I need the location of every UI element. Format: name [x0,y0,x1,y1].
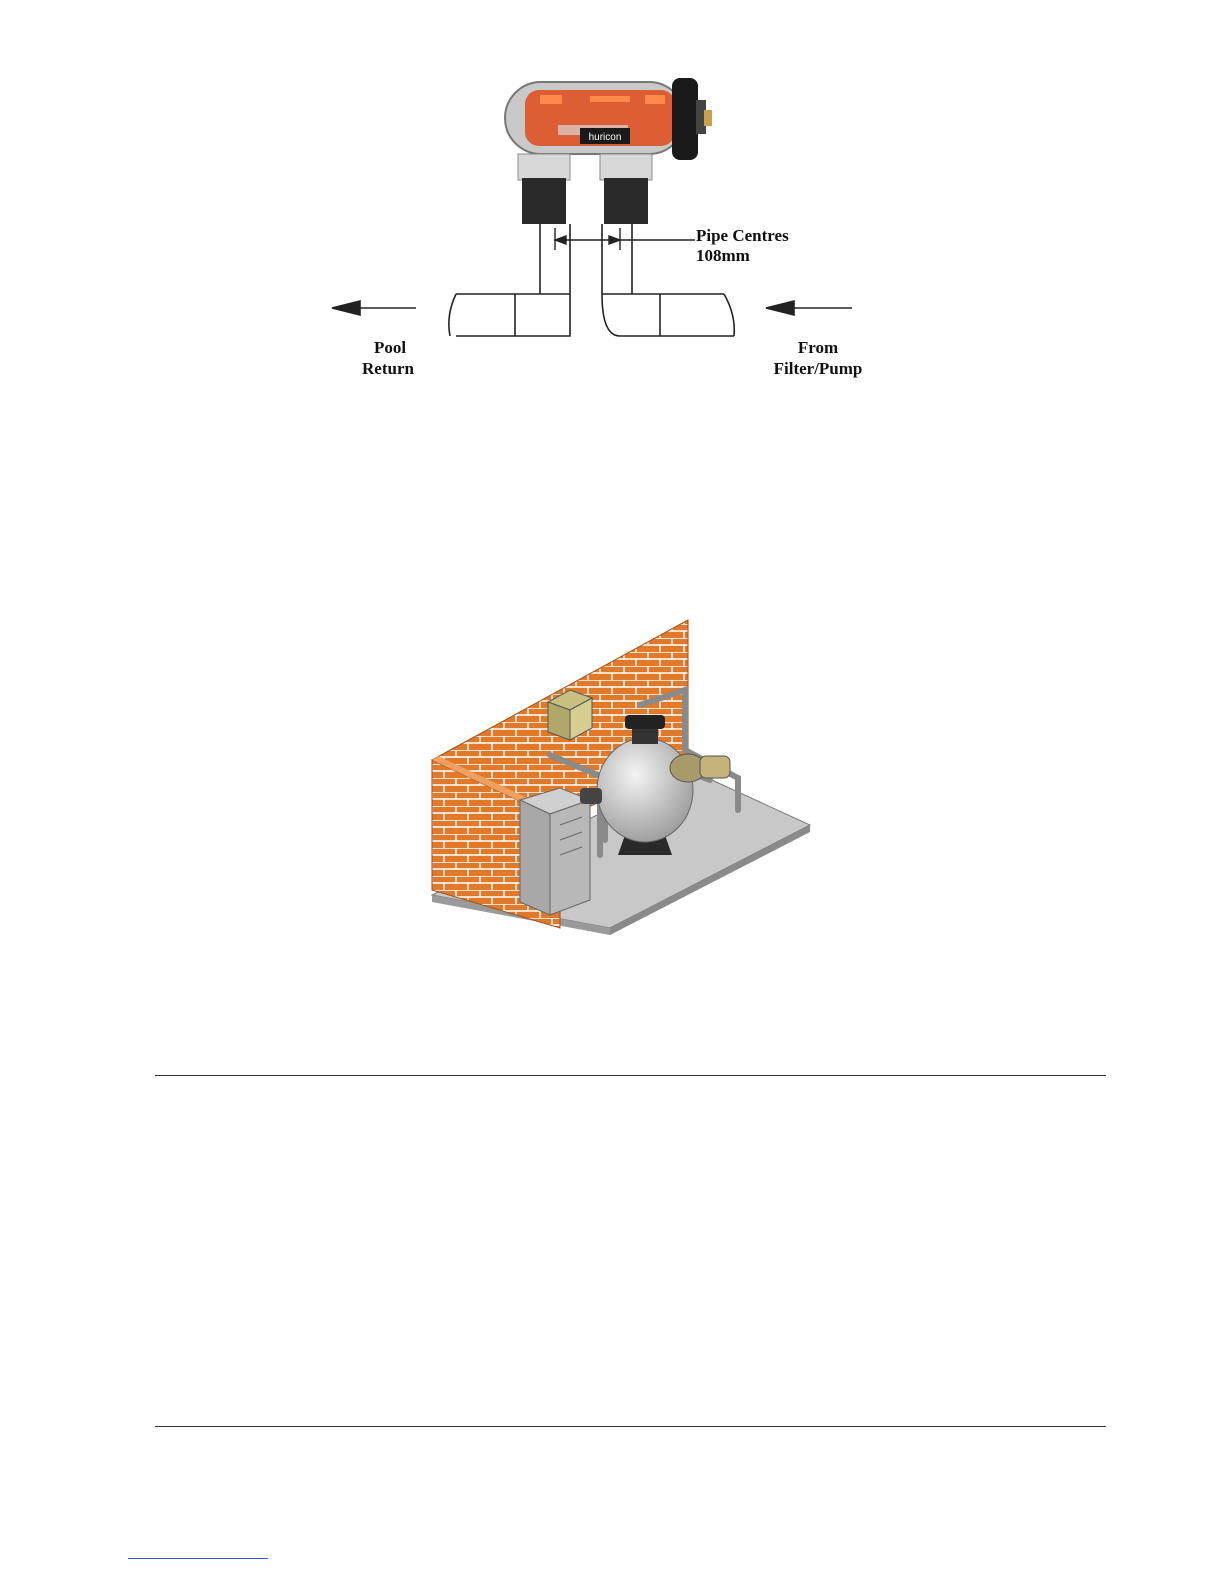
plant-room-illustration [420,610,820,935]
section-divider-bottom [155,1426,1106,1427]
pool-return-label-line1: Pool [373,338,407,357]
pipe-drawing [449,224,734,336]
chlorinator-cell-small [580,788,602,804]
pool-pump [670,754,730,782]
device-brand-label: huricon [588,132,622,143]
pipe-centres-dimension [555,228,695,250]
cell-connectors [518,154,652,224]
section-divider-top [155,1075,1106,1076]
arrow-left-icon [332,301,416,315]
chlorinator-cell [505,78,712,160]
from-filter-label-line1: From [797,338,839,357]
footer-link-underline[interactable] [128,1558,268,1559]
arrow-left-icon [766,301,852,315]
heat-pump-unit [520,788,590,915]
cell-plumbing-diagram [300,40,900,400]
pipe-centres-value: 108mm [696,246,750,265]
from-filter-label-line2: Filter/Pump [773,359,863,378]
pipe-centres-label: Pipe Centres [696,226,789,245]
pool-return-label-line2: Return [362,359,414,378]
